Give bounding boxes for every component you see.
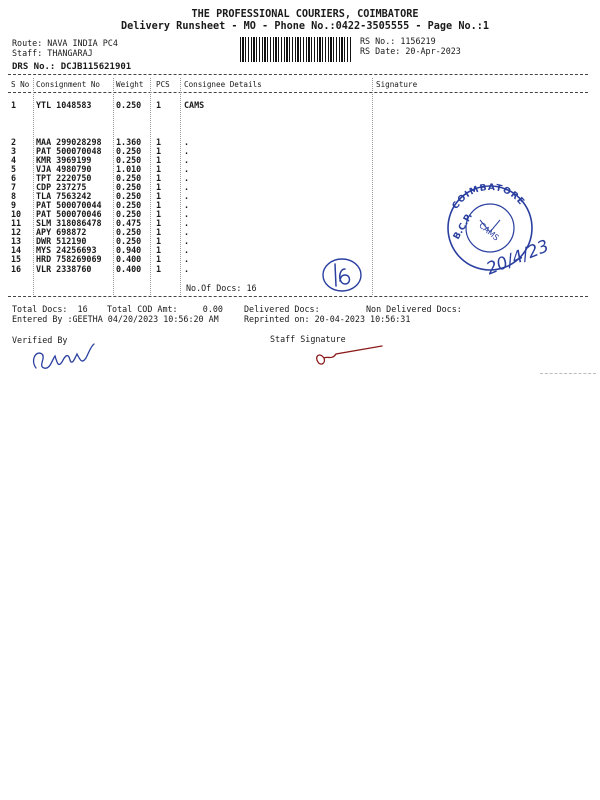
stamp-bottom-text: B.C.P.: [451, 211, 475, 242]
handwritten-count-circle: [318, 255, 368, 295]
row-pcs: 1: [156, 155, 162, 165]
row-consignment: PAT 500070046: [36, 209, 102, 219]
row-consignee: .: [184, 236, 190, 246]
row-consignment: VJA 4980790: [36, 164, 92, 174]
row-consignee: .: [184, 137, 190, 147]
runsheet-title: Delivery Runsheet - MO - Phone No.:0422-3505555 - Page No.:1: [120, 21, 489, 32]
row-weight: 0.250: [116, 209, 142, 219]
row-pcs: 1: [156, 227, 162, 237]
row-consignment: MYS 24256693: [36, 245, 97, 255]
row-sno: 4: [11, 155, 17, 165]
table-bottom-rule: [8, 296, 588, 297]
row-sno: 5: [11, 164, 17, 174]
row-consignment: SLM 318086478: [36, 218, 102, 228]
company-stamp: [440, 178, 556, 280]
row-weight: 0.250: [116, 191, 142, 201]
row-consignment: DWR 512190: [36, 236, 87, 246]
row-pcs: 1: [156, 254, 162, 264]
row-pcs: 1: [156, 245, 162, 255]
row-pcs: 1: [156, 146, 162, 156]
row-consignment: TLA 7563242: [36, 191, 92, 201]
row-consignee: .: [184, 245, 190, 255]
total-docs: Total Docs: 16: [12, 304, 88, 314]
row-sno: 9: [11, 200, 17, 210]
row-pcs: 1: [156, 182, 162, 192]
col-consignee: Consignee Details: [184, 80, 262, 89]
table-top-rule: [8, 74, 588, 75]
row-consignment: YTL 1048583: [36, 100, 92, 110]
non-delivered-docs: Non Delivered Docs:: [366, 304, 462, 314]
row-pcs: 1: [156, 173, 162, 183]
row-sno: 7: [11, 182, 17, 192]
row-pcs: 1: [156, 191, 162, 201]
row-sno: 14: [11, 245, 22, 255]
row-pcs: 1: [156, 100, 162, 110]
entered-by: Entered By :GEETHA 04/20/2023 10:56:20 AM: [12, 314, 219, 324]
row-consignment: APY 698872: [36, 227, 87, 237]
row-consignee: .: [184, 173, 190, 183]
delivered-docs: Delivered Docs:: [244, 304, 320, 314]
col-weight: Weight: [116, 80, 144, 89]
row-weight: 0.250: [116, 200, 142, 210]
row-weight: 0.250: [116, 182, 142, 192]
row-consignee: .: [184, 218, 190, 228]
row-consignee: .: [184, 164, 190, 174]
row-pcs: 1: [156, 236, 162, 246]
row-consignee: CAMS: [184, 100, 205, 110]
row-consignee: .: [184, 264, 190, 274]
row-weight: 0.250: [116, 173, 142, 183]
row-sno: 6: [11, 173, 17, 183]
row-sno: 1: [11, 100, 17, 110]
no-of-docs: No.Of Docs: 16: [186, 283, 257, 293]
verifier-signature: [28, 340, 123, 376]
row-weight: 0.475: [116, 218, 142, 228]
row-sno: 10: [11, 209, 22, 219]
route-text: Route: NAVA INDIA PC4: [12, 38, 118, 48]
row-consignee: .: [184, 155, 190, 165]
col-sno: S No: [11, 80, 30, 89]
row-consignment: PAT 500070048: [36, 146, 102, 156]
row-consignment: VLR 2338760: [36, 264, 92, 274]
barcode: [240, 37, 352, 62]
stamp-center-text: CAMS: [477, 220, 501, 243]
col-signature: Signature: [376, 80, 418, 89]
row-consignment: MAA 299028298: [36, 137, 102, 147]
row-sno: 16: [11, 264, 22, 274]
row-weight: 0.400: [116, 264, 142, 274]
row-sno: 3: [11, 146, 17, 156]
drs-number: DRS No.: DCJB115621901: [12, 62, 132, 72]
row-consignee: .: [184, 191, 190, 201]
col-pcs: PCS: [156, 80, 170, 89]
row-weight: 0.400: [116, 254, 142, 264]
col-consignment: Consignment No: [36, 80, 101, 89]
stamp-handwritten-date: 20/4/23: [483, 236, 552, 280]
row-consignee: .: [184, 227, 190, 237]
row-sno: 15: [11, 254, 22, 264]
verified-by-label: Verified By: [12, 335, 68, 345]
row-weight: 1.010: [116, 164, 142, 174]
row-weight: 0.250: [116, 227, 142, 237]
company-title: THE PROFESSIONAL COURIERS, COIMBATORE: [191, 9, 419, 20]
row-weight: 0.940: [116, 245, 142, 255]
row-pcs: 1: [156, 264, 162, 274]
header-rule: [8, 92, 588, 93]
row-sno: 11: [11, 218, 22, 228]
row-consignee: .: [184, 209, 190, 219]
row-weight: 1.360: [116, 137, 142, 147]
table-row: [0, 100, 600, 110]
staff-text: Staff: THANGARAJ: [12, 48, 93, 58]
row-consignee: .: [184, 182, 190, 192]
row-weight: 0.250: [116, 146, 142, 156]
row-weight: 0.250: [116, 236, 142, 246]
row-consignment: TPT 2220750: [36, 173, 92, 183]
rs-number: RS No.: 1156219: [360, 36, 436, 46]
row-consignee: .: [184, 254, 190, 264]
edge-mark: [540, 373, 596, 374]
row-pcs: 1: [156, 137, 162, 147]
row-pcs: 1: [156, 200, 162, 210]
row-consignee: .: [184, 200, 190, 210]
staff-signature: [306, 342, 392, 372]
row-pcs: 1: [156, 209, 162, 219]
row-sno: 13: [11, 236, 22, 246]
row-sno: 12: [11, 227, 22, 237]
stamp-ring-text: COIMBATORE: [450, 182, 527, 212]
row-consignment: KMR 3969199: [36, 155, 92, 165]
row-consignee: .: [184, 146, 190, 156]
total-cod: Total COD Amt: 0.00: [107, 304, 223, 314]
reprinted-on: Reprinted on: 20-04-2023 10:56:31: [244, 314, 411, 324]
row-sno: 8: [11, 191, 17, 201]
row-consignment: PAT 500070044: [36, 200, 102, 210]
row-weight: 0.250: [116, 155, 142, 165]
row-consignment: CDP 237275: [36, 182, 87, 192]
staff-signature-label: Staff Signature: [270, 334, 346, 344]
row-pcs: 1: [156, 164, 162, 174]
row-sno: 2: [11, 137, 17, 147]
row-weight: 0.250: [116, 100, 142, 110]
row-pcs: 1: [156, 218, 162, 228]
rs-date: RS Date: 20-Apr-2023: [360, 46, 461, 56]
row-consignment: HRD 758269069: [36, 254, 102, 264]
table-header: [0, 80, 600, 90]
